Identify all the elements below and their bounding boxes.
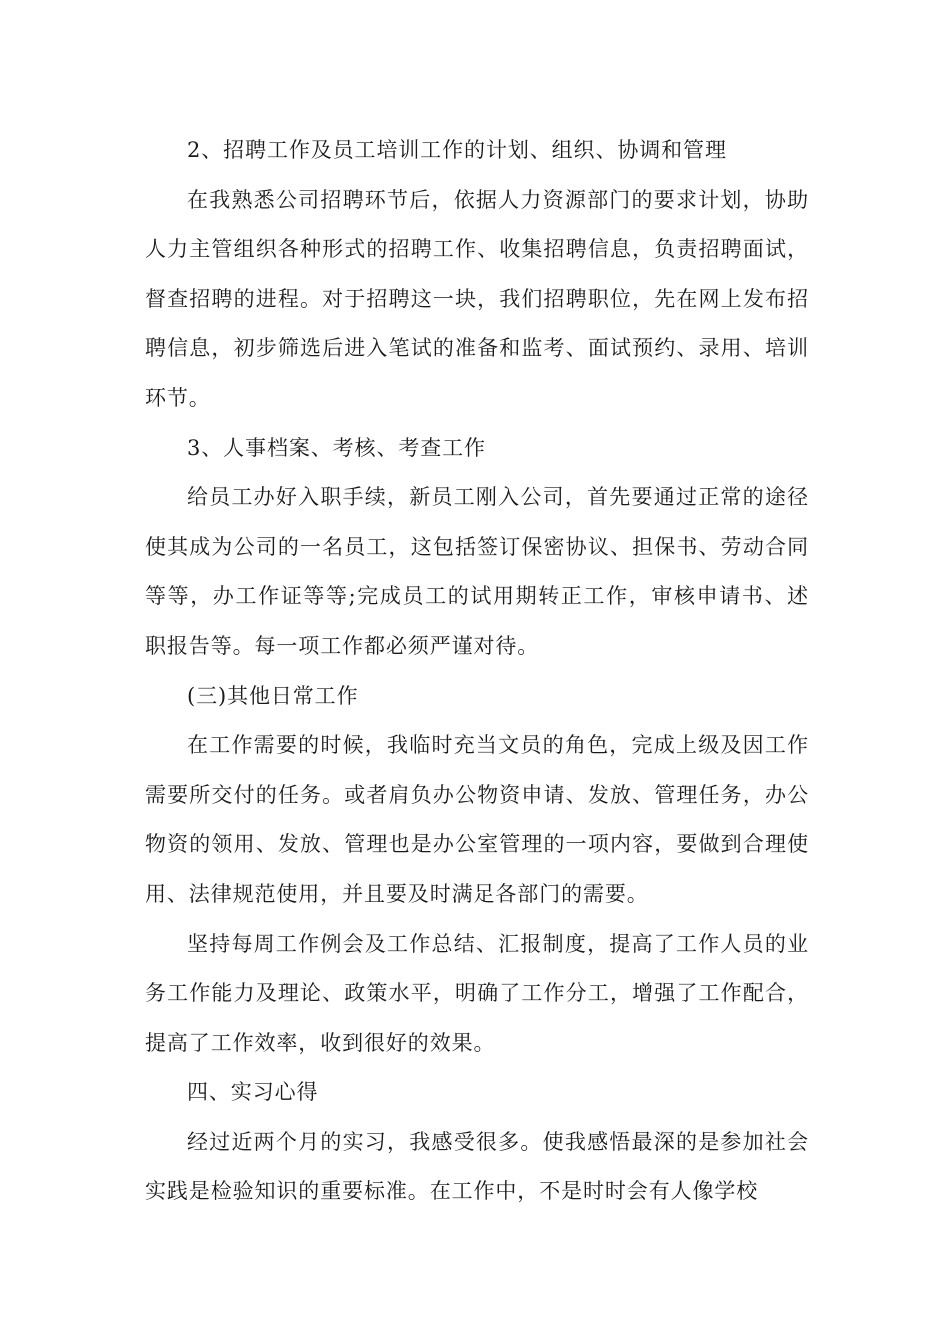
paragraph-onboarding: 给员工办好入职手续，新员工刚入公司，首先要通过正常的途径使其成为公司的一名员工，这包括签订保密协议、担保书、劳动合同等等，办工作证等等;完成员工的试用期转正工作，审核申请书、述职报告等。每一项工作都必须严谨对待。 — [145, 485, 809, 658]
paragraph-weekly-meetings: 坚持每周工作例会及工作总结、汇报制度，提高了工作人员的业务工作能力及理论、政策水平，明确了工作分工，增强了工作配合，提高了工作效率，收到很好的效果。 — [145, 931, 809, 1055]
paragraph-clerk-role: 在工作需要的时候，我临时充当文员的角色，完成上级及因工作需要所交付的任务。或者肩负办公物资申请、发放、管理任务，办公物资的领用、发放、管理也是办公室管理的一项内容，要做到合理使用、法律规范使用，并且要及时满足各部门的需要。 — [145, 733, 809, 906]
section-heading-internship-reflection: 四、实习心得 — [187, 1080, 319, 1105]
paragraph-recruitment: 在我熟悉公司招聘环节后，依据人力资源部门的要求计划，协助人力主管组织各种形式的招聘工作、收集招聘信息，负责招聘面试，督查招聘的进程。对于招聘这一块，我们招聘职位，先在网上发布招聘信息，初步筛选后进入笔试的准备和监考、面试预约、录用、培训环节。 — [145, 187, 809, 410]
section-heading-personnel-files: 3、人事档案、考核、考查工作 — [187, 435, 486, 460]
section-heading-other-daily-work: (三)其他日常工作 — [187, 683, 359, 708]
paragraph-reflection: 经过近两个月的实习，我感受很多。使我感悟最深的是参加社会实践是检验知识的重要标准。在工作中，不是时时会有人像学校 — [145, 1129, 809, 1204]
section-heading-recruitment: 2、招聘工作及员工培训工作的计划、组织、协调和管理 — [187, 138, 727, 162]
document-body — [145, 126, 809, 1217]
